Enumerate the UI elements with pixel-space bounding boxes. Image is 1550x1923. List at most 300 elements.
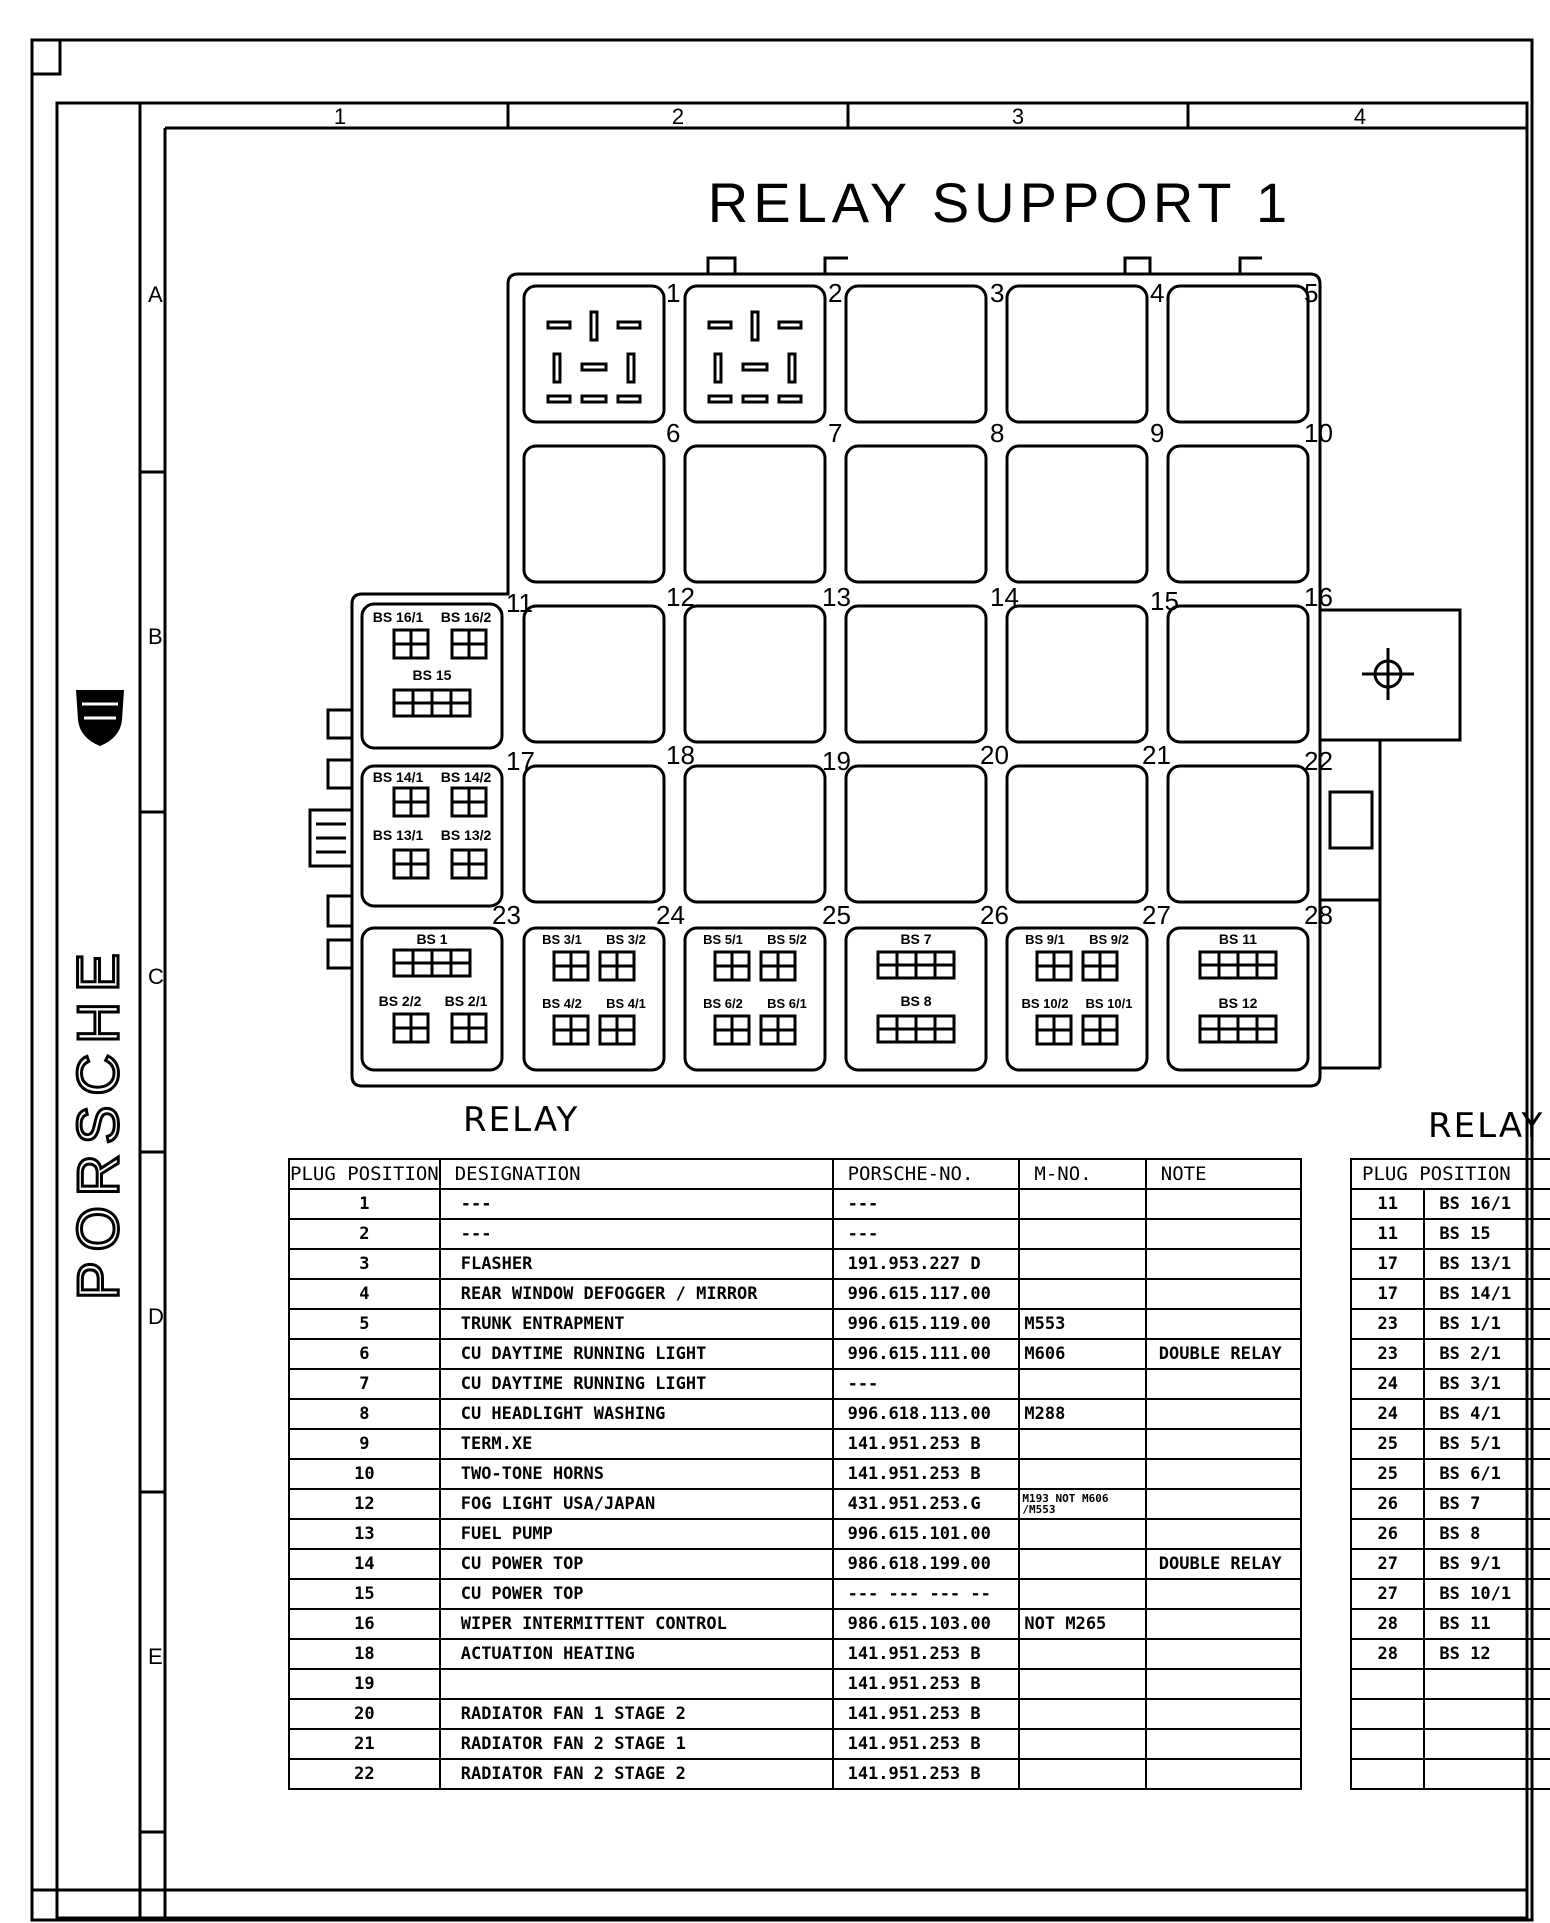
table-cell: 9 — [289, 1429, 440, 1459]
title-block-corner — [32, 40, 60, 74]
table-cell — [1351, 1759, 1424, 1789]
table-cell — [1019, 1549, 1145, 1579]
grid-row-label: A — [148, 282, 163, 307]
grid-row-label: C — [148, 964, 164, 989]
relay-table-header: PORSCHE-NO. — [833, 1159, 1020, 1189]
fuse-socket-icon — [761, 952, 795, 980]
grid-column-label: 1 — [333, 104, 347, 129]
table-cell: 14 — [289, 1549, 440, 1579]
fuse-label: BS 13/2 — [440, 827, 492, 843]
table-cell: 996.615.117.00 — [833, 1279, 1020, 1309]
grid-column-label: 2 — [671, 104, 685, 129]
fuse-socket-icon — [394, 788, 428, 816]
table-cell: 141.951.253 B — [833, 1459, 1020, 1489]
table-cell: 996.615.119.00 — [833, 1309, 1020, 1339]
table-cell: 986.615.103.00 — [833, 1609, 1020, 1639]
slot-number: 4 — [1150, 278, 1165, 308]
fuse-socket-icon — [600, 1016, 634, 1044]
table-cell: TERM.XE — [440, 1429, 833, 1459]
table-cell: 141.951.253 B — [833, 1669, 1020, 1699]
relay-slot — [1168, 606, 1308, 742]
table-cell: 16 — [289, 1609, 440, 1639]
table-cell: CU HEADLIGHT WASHING — [440, 1399, 833, 1429]
table-cell: 141.951.253 B — [833, 1429, 1020, 1459]
table-cell: --- — [833, 1219, 1020, 1249]
table-cell: 15 — [289, 1579, 440, 1609]
slot-number: 2 — [828, 278, 843, 308]
table-cell: 191.953.227 D — [833, 1249, 1020, 1279]
table-row — [1351, 1549, 1550, 1579]
fuse-label: BS 1 — [416, 931, 448, 947]
table-cell: 4 — [289, 1279, 440, 1309]
table-cell: 25 — [1351, 1459, 1424, 1489]
table-cell: FUEL PUMP — [440, 1519, 833, 1549]
table-cell: 996.618.113.00 — [833, 1399, 1020, 1429]
fuse-label: BS 14/1 — [372, 769, 424, 785]
slot-number: 9 — [1150, 418, 1165, 448]
fuse-socket-icon — [600, 952, 634, 980]
slot-number: 24 — [656, 900, 685, 930]
fuse-label: BS 16/2 — [440, 609, 492, 625]
table-cell: RADIATOR FAN 2 STAGE 1 — [440, 1729, 833, 1759]
fuse-socket-icon — [554, 1016, 588, 1044]
table-cell: FLASHER — [440, 1249, 833, 1279]
table-cell — [1146, 1429, 1301, 1459]
grid-row-label: B — [148, 624, 163, 649]
table-cell: BS 4/1 — [1424, 1399, 1550, 1429]
table-cell: M193 NOT M606 /M553 — [1019, 1489, 1145, 1519]
fuse-label: BS 3/2 — [606, 932, 646, 947]
table-cell: M553 — [1019, 1309, 1145, 1339]
table-cell: RADIATOR FAN 1 STAGE 2 — [440, 1699, 833, 1729]
mounting-hole-icon — [1362, 648, 1414, 700]
table-cell — [1019, 1759, 1145, 1789]
table-row — [1351, 1399, 1550, 1429]
relay-slot — [846, 286, 986, 422]
table-cell: BS 13/1 — [1424, 1249, 1550, 1279]
fuse-label: BS 8 — [900, 993, 932, 1009]
table-cell: BS 2/1 — [1424, 1339, 1550, 1369]
fuse-socket-icon — [761, 1016, 795, 1044]
relay-slot — [524, 766, 664, 902]
table-cell: ACTUATION HEATING — [440, 1639, 833, 1669]
table-cell: BS 11 — [1424, 1609, 1550, 1639]
table-cell — [1146, 1309, 1301, 1339]
table-cell: M606 — [1019, 1339, 1145, 1369]
table-cell: 996.615.101.00 — [833, 1519, 1020, 1549]
table-cell: --- — [833, 1369, 1020, 1399]
slot-number: 21 — [1142, 740, 1171, 770]
slot-number: 7 — [828, 418, 843, 448]
slot-number: 22 — [1304, 746, 1333, 776]
table-cell: 141.951.253 B — [833, 1699, 1020, 1729]
fuse-label: BS 5/1 — [703, 932, 743, 947]
table-row — [1351, 1579, 1550, 1609]
table-cell: 20 — [289, 1699, 440, 1729]
fuse-label: BS 5/2 — [767, 932, 807, 947]
table-cell: 10 — [289, 1459, 440, 1489]
table-row — [1351, 1339, 1550, 1369]
table-cell: 431.951.253.G — [833, 1489, 1020, 1519]
fuse-label: BS 6/2 — [703, 996, 743, 1011]
table-cell: 28 — [1351, 1609, 1424, 1639]
fuse-label: BS 9/2 — [1089, 932, 1129, 947]
slot-number: 18 — [666, 740, 695, 770]
slot-number: 6 — [666, 418, 681, 448]
table-row — [289, 1639, 1301, 1669]
table-cell: 996.615.111.00 — [833, 1339, 1020, 1369]
table-cell — [1424, 1759, 1550, 1789]
slot-number: 15 — [1150, 586, 1179, 616]
table-cell: 19 — [289, 1669, 440, 1699]
table-cell: RADIATOR FAN 2 STAGE 2 — [440, 1759, 833, 1789]
table-cell: 17 — [1351, 1279, 1424, 1309]
relay-slot — [1007, 446, 1147, 582]
fuse-label: BS 7 — [900, 931, 932, 947]
table-cell: 141.951.253 B — [833, 1729, 1020, 1759]
table-cell — [1146, 1279, 1301, 1309]
table-row — [289, 1609, 1301, 1639]
relay-slot — [846, 766, 986, 902]
slot-number: 16 — [1304, 582, 1333, 612]
grid-column-label: 4 — [1353, 104, 1367, 129]
table-cell — [1351, 1729, 1424, 1759]
relay-carrier-outline — [310, 258, 1460, 1086]
fuse-label: BS 15 — [412, 667, 452, 683]
fuse-socket-icon — [452, 630, 486, 658]
fuse-socket-icon — [554, 952, 588, 980]
relay-table-header: NOTE — [1146, 1159, 1301, 1189]
relay-slot — [846, 446, 986, 582]
slot-number: 14 — [990, 582, 1019, 612]
relay-pin-pattern-icon — [548, 312, 640, 402]
table-cell: BS 5/1 — [1424, 1429, 1550, 1459]
slot-number: 3 — [990, 278, 1005, 308]
table-row — [1351, 1519, 1550, 1549]
table-cell: 11 — [1351, 1189, 1424, 1219]
table-cell: BS 16/1 — [1424, 1189, 1550, 1219]
table-cell — [1019, 1639, 1145, 1669]
table-cell: 8 — [289, 1399, 440, 1429]
table-cell — [1424, 1729, 1550, 1759]
relay-slot — [846, 606, 986, 742]
table-row — [1351, 1189, 1550, 1219]
slot-number: 8 — [990, 418, 1005, 448]
table-cell — [1351, 1669, 1424, 1699]
page-title: RELAY SUPPORT 1 — [707, 171, 1293, 234]
slot-number: 11 — [506, 588, 533, 618]
table-cell: M288 — [1019, 1399, 1145, 1429]
table-cell — [1019, 1369, 1145, 1399]
slot-number: 20 — [980, 740, 1009, 770]
table-row — [1351, 1759, 1550, 1789]
fuse-socket-icon — [1037, 1016, 1071, 1044]
table-cell — [1424, 1669, 1550, 1699]
slot-number: 25 — [822, 900, 851, 930]
table-cell: 25 — [1351, 1429, 1424, 1459]
table-cell: 27 — [1351, 1549, 1424, 1579]
table-cell: CU POWER TOP — [440, 1579, 833, 1609]
table-row — [289, 1219, 1301, 1249]
table-row — [289, 1399, 1301, 1429]
table-cell: 1 — [289, 1189, 440, 1219]
table-cell — [1424, 1699, 1550, 1729]
table-cell — [1146, 1459, 1301, 1489]
brand-name: PORSCHE — [66, 943, 131, 1300]
relay-slot — [524, 446, 664, 582]
fuse-socket-icon — [715, 952, 749, 980]
table-cell: 141.951.253 B — [833, 1759, 1020, 1789]
table-cell — [1019, 1459, 1145, 1489]
fuse-socket-icon — [1200, 952, 1276, 978]
relay-slot — [685, 606, 825, 742]
table-cell — [1146, 1369, 1301, 1399]
table-cell: 5 — [289, 1309, 440, 1339]
table-row — [289, 1759, 1301, 1789]
table-cell: 26 — [1351, 1519, 1424, 1549]
table-row — [1351, 1669, 1550, 1699]
relay-table-header: PLUG POSITION — [289, 1159, 440, 1189]
table-row — [1351, 1219, 1550, 1249]
fuse-socket-icon — [394, 690, 470, 716]
table-row — [1351, 1249, 1550, 1279]
table-cell: 986.618.199.00 — [833, 1549, 1020, 1579]
table-cell — [1146, 1519, 1301, 1549]
fuse-label: BS 3/1 — [542, 932, 582, 947]
table-cell: BS 6/1 — [1424, 1459, 1550, 1489]
table-row — [289, 1579, 1301, 1609]
table-cell: BS 9/1 — [1424, 1549, 1550, 1579]
table-cell: 17 — [1351, 1249, 1424, 1279]
table-cell: 18 — [289, 1639, 440, 1669]
table-cell: BS 10/1 — [1424, 1579, 1550, 1609]
table-row — [1351, 1489, 1550, 1519]
table-cell: 24 — [1351, 1369, 1424, 1399]
slot-number: 10 — [1304, 418, 1333, 448]
table-cell: BS 15 — [1424, 1219, 1550, 1249]
fuse-socket-icon — [394, 630, 428, 658]
table-cell: 141.951.253 B — [833, 1639, 1020, 1669]
fuse-label: BS 12 — [1218, 995, 1258, 1011]
table-cell — [1146, 1489, 1301, 1519]
fuse-socket-icon — [394, 850, 428, 878]
table-cell — [1146, 1609, 1301, 1639]
table-cell — [1019, 1279, 1145, 1309]
table-cell: WIPER INTERMITTENT CONTROL — [440, 1609, 833, 1639]
table-cell: BS 12 — [1424, 1639, 1550, 1669]
relay-slot — [1007, 766, 1147, 902]
table-cell — [1019, 1429, 1145, 1459]
relay-pin-pattern-icon — [709, 312, 801, 402]
table-row — [289, 1489, 1301, 1519]
table-row — [289, 1339, 1301, 1369]
table-cell — [1146, 1759, 1301, 1789]
grid-row-label: E — [148, 1644, 163, 1669]
fuse-socket-icon — [1037, 952, 1071, 980]
fuse-socket-icon — [1200, 1016, 1276, 1042]
table-cell — [1019, 1669, 1145, 1699]
table-cell: 2 — [289, 1219, 440, 1249]
grid-row-label: D — [148, 1304, 164, 1329]
fuse-label: BS 2/2 — [378, 993, 422, 1009]
table-cell: 27 — [1351, 1579, 1424, 1609]
table-row — [289, 1699, 1301, 1729]
table-row — [1351, 1429, 1550, 1459]
fuse-socket-icon — [878, 952, 954, 978]
table-cell: 11 — [1351, 1219, 1424, 1249]
table-cell: --- — [833, 1189, 1020, 1219]
fuse-socket-icon — [1083, 952, 1117, 980]
table-row — [1351, 1699, 1550, 1729]
table-cell: DOUBLE RELAY — [1146, 1339, 1301, 1369]
table-cell — [1019, 1519, 1145, 1549]
table-cell: 22 — [289, 1759, 440, 1789]
table-cell: CU POWER TOP — [440, 1549, 833, 1579]
table-row — [1351, 1309, 1550, 1339]
fuse-socket-icon — [394, 1014, 428, 1042]
table-cell: NOT M265 — [1019, 1609, 1145, 1639]
table-cell: BS 1/1 — [1424, 1309, 1550, 1339]
table-cell — [1019, 1729, 1145, 1759]
table-cell: BS 14/1 — [1424, 1279, 1550, 1309]
table-cell: 26 — [1351, 1489, 1424, 1519]
table-cell: 23 — [1351, 1309, 1424, 1339]
table-cell: BS 7 — [1424, 1489, 1550, 1519]
slot-number: 19 — [822, 746, 851, 776]
table-row — [1351, 1639, 1550, 1669]
table-cell — [1146, 1699, 1301, 1729]
fuse-table — [1350, 1158, 1550, 1790]
table-cell — [1019, 1219, 1145, 1249]
fuse-label: BS 10/2 — [1021, 996, 1069, 1011]
table-cell — [1146, 1729, 1301, 1759]
relay-table-header: DESIGNATION — [440, 1159, 833, 1189]
relay-table-header: M-NO. — [1019, 1159, 1145, 1189]
fuse-socket-icon — [452, 1014, 486, 1042]
table-cell — [1019, 1579, 1145, 1609]
table-row — [289, 1309, 1301, 1339]
table-row — [289, 1369, 1301, 1399]
fuse-label: BS 13/1 — [372, 827, 424, 843]
table-row — [1351, 1459, 1550, 1489]
table-row — [289, 1279, 1301, 1309]
fuse-label: BS 16/1 — [372, 609, 424, 625]
table-cell: REAR WINDOW DEFOGGER / MIRROR — [440, 1279, 833, 1309]
table-cell: 12 — [289, 1489, 440, 1519]
table-row — [289, 1459, 1301, 1489]
fuse-table-header: PLUG POSITION — [1351, 1159, 1550, 1189]
fuse-label: BS 11 — [1218, 931, 1258, 947]
slot-number: 17 — [506, 746, 535, 776]
fuse-socket-icon — [452, 850, 486, 878]
table-cell — [1019, 1249, 1145, 1279]
table-cell: 13 — [289, 1519, 440, 1549]
fuse-label: BS 2/1 — [444, 993, 488, 1009]
grid-column-label: 3 — [1011, 104, 1025, 129]
fuse-socket-icon — [452, 788, 486, 816]
table-cell: FOG LIGHT USA/JAPAN — [440, 1489, 833, 1519]
table-row — [1351, 1729, 1550, 1759]
table-row — [289, 1669, 1301, 1699]
slot-number: 27 — [1142, 900, 1171, 930]
table-cell — [1146, 1189, 1301, 1219]
table-cell — [1351, 1699, 1424, 1729]
table-cell: 21 — [289, 1729, 440, 1759]
table-cell — [1146, 1219, 1301, 1249]
relay-table-heading: RELAY — [463, 1100, 580, 1140]
table-cell: 23 — [1351, 1339, 1424, 1369]
table-cell — [1146, 1249, 1301, 1279]
table-cell — [1019, 1699, 1145, 1729]
table-row — [1351, 1609, 1550, 1639]
table-cell: 3 — [289, 1249, 440, 1279]
table-cell: TWO-TONE HORNS — [440, 1459, 833, 1489]
table-row — [289, 1189, 1301, 1219]
table-cell: DOUBLE RELAY — [1146, 1549, 1301, 1579]
table-cell: 24 — [1351, 1399, 1424, 1429]
table-cell: CU DAYTIME RUNNING LIGHT — [440, 1369, 833, 1399]
table-cell: 28 — [1351, 1639, 1424, 1669]
table-row — [289, 1249, 1301, 1279]
slot-number: 13 — [822, 582, 851, 612]
fuse-socket-icon — [715, 1016, 749, 1044]
table-cell — [1146, 1669, 1301, 1699]
table-row — [289, 1519, 1301, 1549]
fuse-label: BS 14/2 — [440, 769, 492, 785]
relay-slot — [1168, 286, 1308, 422]
table-cell: --- — [440, 1189, 833, 1219]
relay-table — [288, 1158, 1302, 1790]
table-cell — [1146, 1399, 1301, 1429]
slot-number: 1 — [666, 278, 681, 308]
relay-slot — [1168, 446, 1308, 582]
relay-slot — [1007, 606, 1147, 742]
table-cell: 6 — [289, 1339, 440, 1369]
table-row — [289, 1549, 1301, 1579]
relay-slot — [524, 606, 664, 742]
table-cell — [440, 1669, 833, 1699]
relay-slot — [685, 446, 825, 582]
slot-number: 28 — [1304, 900, 1333, 930]
fuse-table-heading: RELAY — [1428, 1106, 1545, 1146]
relay-slot — [1168, 766, 1308, 902]
table-cell: --- — [440, 1219, 833, 1249]
table-row — [1351, 1279, 1550, 1309]
fuse-label: BS 9/1 — [1025, 932, 1065, 947]
slot-number: 23 — [492, 900, 521, 930]
slot-number: 12 — [666, 582, 695, 612]
table-cell — [1019, 1189, 1145, 1219]
table-row — [289, 1429, 1301, 1459]
table-cell: BS 8 — [1424, 1519, 1550, 1549]
porsche-crest-icon — [76, 690, 124, 746]
fuse-label: BS 4/2 — [542, 996, 582, 1011]
fuse-label: BS 6/1 — [767, 996, 807, 1011]
slot-number: 26 — [980, 900, 1009, 930]
relay-slot — [685, 766, 825, 902]
fuse-socket-icon — [1083, 1016, 1117, 1044]
table-row — [289, 1729, 1301, 1759]
table-cell: --- --- --- -- — [833, 1579, 1020, 1609]
fuse-socket-icon — [878, 1016, 954, 1042]
table-row — [1351, 1369, 1550, 1399]
table-cell: 7 — [289, 1369, 440, 1399]
slot-number: 5 — [1304, 278, 1319, 308]
fuse-label: BS 10/1 — [1085, 996, 1133, 1011]
table-cell: TRUNK ENTRAPMENT — [440, 1309, 833, 1339]
table-cell: BS 3/1 — [1424, 1369, 1550, 1399]
table-cell — [1146, 1579, 1301, 1609]
